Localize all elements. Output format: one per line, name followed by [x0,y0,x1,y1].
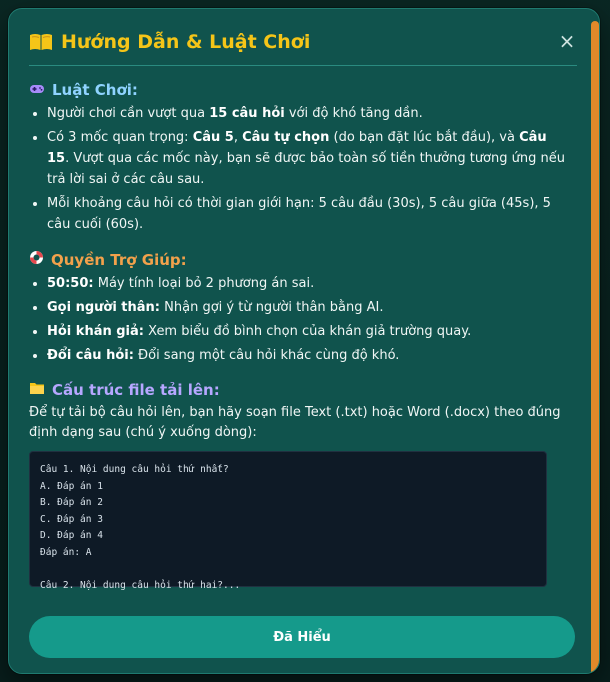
code-sample [29,451,547,591]
file-format-title-text: Cấu trúc file tải lên: [52,381,220,399]
lifelines-title-text: Quyền Trợ Giúp: [51,250,187,269]
rules-list [29,103,573,235]
rules-title-text: Luật Chơi: [52,81,138,99]
code-line: C. Đáp án 3 [40,513,103,525]
scrollbar[interactable] [591,21,599,674]
open-book-icon [29,33,53,51]
modal-title-text: Hướng Dẫn & Luật Chơi [61,31,311,53]
code-line: B. Đáp án 2 [40,497,103,508]
lifelines-section-title [29,250,573,269]
code-line: Câu 2. Nội dung câu hỏi thứ hai?... [40,579,241,591]
folder-icon [29,381,45,399]
code-line: Câu 1. Nội dung câu hỏi thứ nhất? [40,464,229,475]
rules-section-title [29,81,573,99]
modal-content [29,81,573,591]
list-item: • Gọi người thân: Nhận gợi ý từ người thân bằng AI. [47,297,573,318]
rules-modal [8,8,600,674]
list-item: • Có 3 mốc quan trọng: Câu 5, Câu tự chọn (do bạn đặt lúc bắt đầu), và Câu 15. Vượt qua các mốc này, bạn sẽ được bảo toàn số tiền thưởng tương ứng nếu trả lời sai ở các câu sau. [47,127,573,190]
code-line: A. Đáp án 1 [40,480,103,492]
code-line [40,561,536,578]
understood-button[interactable]: Đã Hiểu [29,616,575,658]
file-format-section-title [29,381,573,399]
code-line: D. Đáp án 4 [40,530,103,541]
list-item: • Mỗi khoảng câu hỏi có thời gian giới hạn: 5 câu đầu (30s), 5 câu giữa (45s), 5 câu cuối (60s). [47,193,573,235]
list-item: • Hỏi khán giả: Xem biểu đồ bình chọn của khán giả trường quay. [47,321,573,342]
list-item: • 50:50: Máy tính loại bỏ 2 phương án sai. [47,273,573,294]
list-item: • Người chơi cần vượt qua 15 câu hỏi với độ khó tăng dần. [47,103,573,124]
list-item: • Đổi câu hỏi: Đổi sang một câu hỏi khác cùng độ khó. [47,345,573,366]
lifebuoy-icon [29,250,44,269]
gamepad-icon [29,81,45,99]
file-format-description: Để tự tải bộ câu hỏi lên, bạn hãy soạn file Text (.txt) hoặc Word (.docx) theo đúng định dạng sau (chú ý xuống dòng): [29,405,561,440]
modal-header [29,23,577,66]
modal-title [29,31,310,53]
code-line: Đáp án: A [40,546,92,558]
lifelines-list [29,273,573,366]
close-button[interactable]: × [558,29,576,53]
